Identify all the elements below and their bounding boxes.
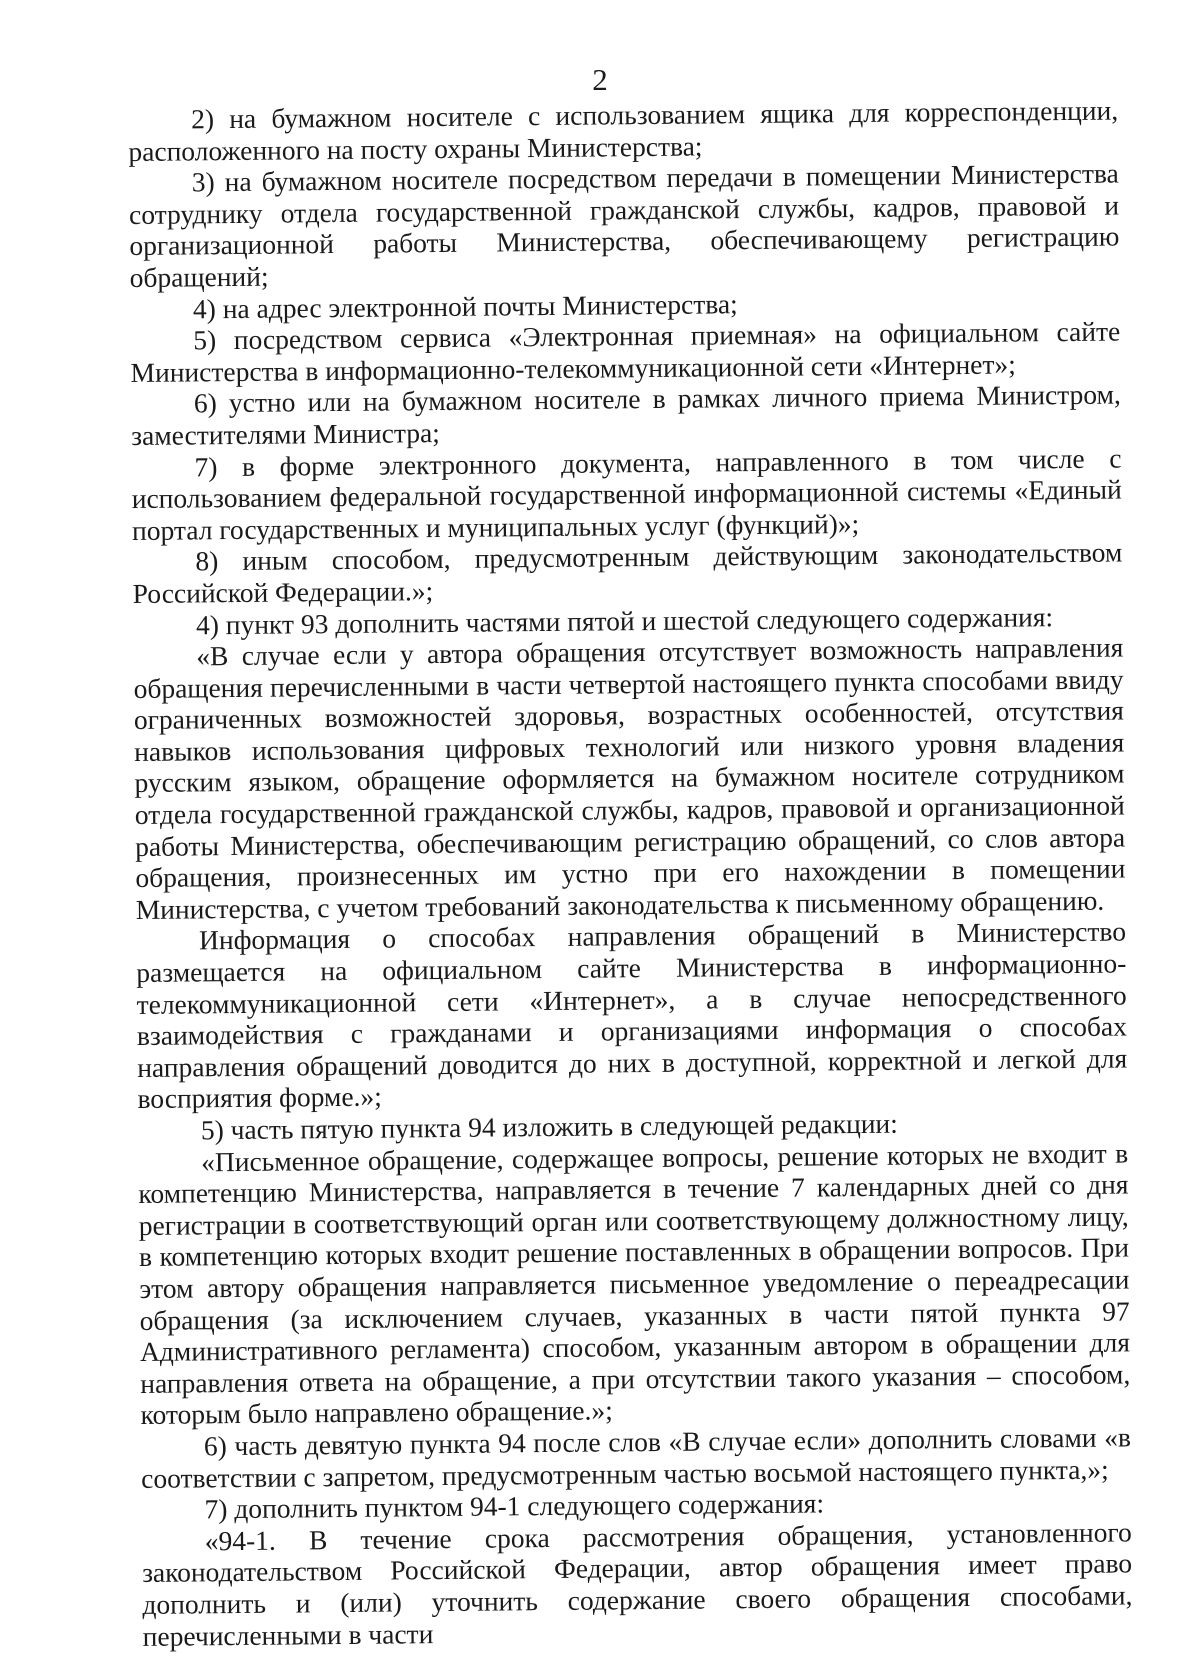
paragraph: 7) дополнить пунктом 94-1 следующего содержания:	[204, 1487, 825, 1525]
paragraph: «В случае если у автора обращения отсутствует возможность направления обращения перечисленными в части четвертой настоящего пункта способами ввиду ограниченных возможностей здоровья, возрастных особенностей, отсутствия навыков использования цифровых технологий или низкого уровня владения русским языком, обращение оформляется на бумажном носителе сотрудником отдела государственной гражданской службы, кадров, правовой и организационной работы Министерства, обеспечивающим регистрацию обращений, со слов автора обращения, произнесенных им устно при его нахождении в помещении Министерства, с учетом требований законодательства к письменному обращению.	[133, 631, 1126, 925]
document-body	[128, 94, 1133, 1652]
paragraph: Информация о способах направления обращений в Министерство размещается на официальном сайте Министерства в информационно-телекоммуникационной сети «Интернет», а в случае непосредственного взаимодействия с гражданами и организациями информация о способах направления обращений доводится до них в доступной, корректной и легкой для восприятия форме.»;	[136, 915, 1128, 1115]
page-number: 2	[592, 62, 608, 97]
paragraph: 6) устно или на бумажном носителе в рамках личного приема Министром, заместителями Министра;	[131, 378, 1121, 451]
paragraph: 4) пункт 93 дополнить частями пятой и шестой следующего содержания:	[195, 600, 1054, 640]
paragraph: 7) в форме электронного документа, направленного в том числе с использованием федеральной государственной информационной системы «Единый портал государственных и муниципальных услуг (функций)»;	[131, 442, 1122, 546]
paragraph: 6) часть девятую пункта 94 после слов «В случае если» дополнить словами «в соответствии с запретом, предусмотренным частью восьмой настоящего пункта,»;	[141, 1421, 1131, 1494]
paragraph: «Письменное обращение, содержащее вопросы, решение которых не входит в компетенцию Министерства, направляется в течение 7 календарных дней со дня регистрации в соответствующий орган или соответствующему должностному лицу, в компетенцию которых входит решение поставленных в обращении вопросов. При этом автору обращения направляется письменное уведомление о переадресации обращения (за исключением случаев, указанных в части пятой пункта 97 Административного регламента) способом, указанным автором в обращении для направления ответа на обращение, а при отсутствии такого указания – способом, которым было направлено обращение.»;	[138, 1137, 1131, 1431]
paragraph: 5) посредством сервиса «Электронная приемная» на официальном сайте Министерства в информационно-телекоммуникационной сети «Интернет»;	[130, 315, 1121, 388]
paragraph: 8) иным способом, предусмотренным действующим законодательством Российской Федерации.»;	[132, 536, 1123, 609]
paragraph: 5) часть пятую пункта 94 изложить в следующей редакции:	[200, 1107, 898, 1146]
paragraph: 3) на бумажном носителе посредством передачи в помещении Министерства сотруднику отдела государственной гражданской службы, кадров, правовой и организационной работы Министерства, обеспечивающему регистрацию обращений;	[128, 157, 1120, 293]
paragraph: 2) на бумажном носителе с использованием ящика для корреспонденции, расположенного на посту охраны Министерства;	[128, 94, 1119, 167]
paragraph: 4) на адрес электронной почты Министерства;	[192, 287, 738, 324]
paragraph: «94-1. В течение срока рассмотрения обращения, установленного законодательством Российской Федерации, автор обращения имеет право дополнить и (или) уточнить содержание своего обращения способами, перечисленными в части	[141, 1516, 1133, 1652]
